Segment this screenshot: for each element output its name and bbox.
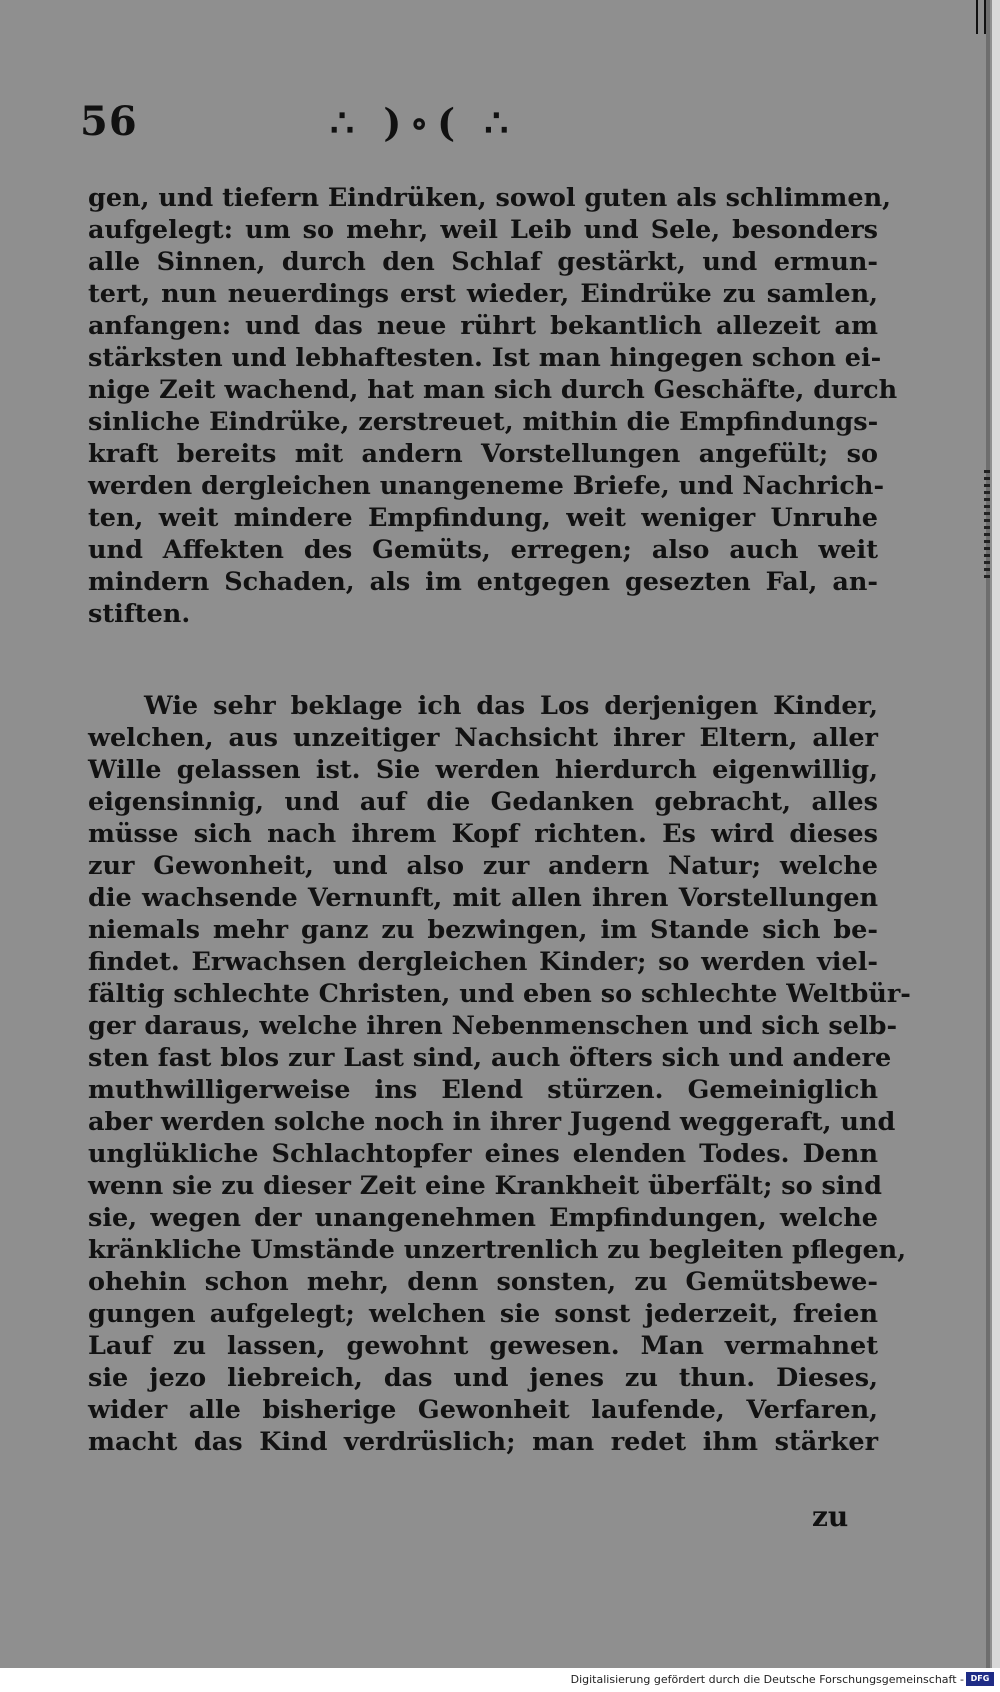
text-line: ger daraus, welche ihren Nebenmenschen und sich selb- xyxy=(88,1011,898,1041)
text-line: fältig schlechte Christen, und eben so schlechte Weltbür- xyxy=(88,979,911,1009)
text-line: stärksten und lebhaftesten. Ist man hingegen schon ei- xyxy=(88,343,882,373)
text-line: sie jezo liebreich, das und jenes zu thun. Dieses, xyxy=(88,1363,878,1393)
text-line: aufgelegt: um so mehr, weil Leib und Sele, besonders xyxy=(88,215,878,245)
margin-edge-mark xyxy=(984,470,990,580)
text-line: nige Zeit wachend, hat man sich durch Geschäfte, durch xyxy=(88,375,898,405)
text-line: unglükliche Schlachtopfer eines elenden Todes. Denn xyxy=(88,1139,878,1169)
header-ornament: ∴ )∘( ∴ xyxy=(330,100,517,145)
page-edge-shadow xyxy=(986,0,990,1668)
binding-mark xyxy=(976,0,986,34)
dfg-logo: DFG xyxy=(966,1672,994,1686)
text-line: wenn sie zu dieser Zeit eine Krankheit überfält; so sind xyxy=(88,1171,882,1201)
text-line: sten fast blos zur Last sind, auch öfters sich und andere xyxy=(88,1043,892,1073)
paragraph-2 xyxy=(88,690,911,1458)
text-line: kraft bereits mit andern Vorstellungen angefült; so xyxy=(88,439,878,469)
text-line: kränkliche Umstände unzertrenlich zu begleiten pflegen, xyxy=(88,1235,907,1265)
text-line: findet. Erwachsen dergleichen Kinder; so werden viel- xyxy=(88,947,878,977)
text-line: eigensinnig, und auf die Gedanken gebracht, alles xyxy=(88,787,878,817)
text-line: wider alle bisherige Gewonheit laufende, Verfaren, xyxy=(88,1395,878,1425)
catchword: zu xyxy=(812,1500,849,1533)
text-line: die wachsende Vernunft, mit allen ihren Vorstellungen xyxy=(88,883,878,913)
digitization-footer xyxy=(0,1668,1000,1692)
paragraph-1 xyxy=(88,182,898,630)
text-line: Wie sehr beklage ich das Los derjenigen Kinder, xyxy=(144,691,878,721)
text-line: und Affekten des Gemüts, erregen; also auch weit xyxy=(88,535,878,565)
page-number: 56 xyxy=(80,98,138,145)
text-line: alle Sinnen, durch den Schlaf gestärkt, und ermun- xyxy=(88,247,878,277)
text-line: gen, und tiefern Eindrüken, sowol guten als schlimmen, xyxy=(88,183,892,213)
text-line: tert, nun neuerdings erst wieder, Eindrüke zu samlen, xyxy=(88,279,878,309)
text-line: sie, wegen der unangenehmen Empfindungen, welche xyxy=(88,1203,878,1233)
text-line: Lauf zu lassen, gewohnt gewesen. Man vermahnet xyxy=(88,1331,878,1361)
funding-notice: Digitalisierung gefördert durch die Deutsche Forschungsgemeinschaft - xyxy=(570,1673,964,1686)
text-line: werden dergleichen unangeneme Briefe, und Nachrich- xyxy=(88,471,885,501)
page-edge-strip xyxy=(992,0,1000,1668)
text-line: aber werden solche noch in ihrer Jugend weggeraft, und xyxy=(88,1107,896,1137)
text-line: müsse sich nach ihrem Kopf richten. Es wird dieses xyxy=(88,819,878,849)
text-line: niemals mehr ganz zu bezwingen, im Stande sich be- xyxy=(88,915,878,945)
text-line: stiften. xyxy=(88,599,191,629)
text-line: sinliche Eindrüke, zerstreuet, mithin die Empfindungs- xyxy=(88,407,879,437)
text-line: welchen, aus unzeitiger Nachsicht ihrer Eltern, aller xyxy=(88,723,878,753)
text-line: anfangen: und das neue rührt bekantlich allezeit am xyxy=(88,311,878,341)
text-line: Wille gelassen ist. Sie werden hierdurch eigenwillig, xyxy=(88,755,878,785)
text-line: ten, weit mindere Empfindung, weit weniger Unruhe xyxy=(88,503,878,533)
text-line: muthwilligerweise ins Elend stürzen. Gemeiniglich xyxy=(88,1075,878,1105)
text-line: mindern Schaden, als im entgegen gesezten Fal, an- xyxy=(88,567,878,597)
text-line: ohehin schon mehr, denn sonsten, zu Gemütsbewe- xyxy=(88,1267,878,1297)
text-line: zur Gewonheit, und also zur andern Natur; welche xyxy=(88,851,878,881)
text-line: macht das Kind verdrüslich; man redet ihm stärker xyxy=(88,1427,878,1457)
text-line: gungen aufgelegt; welchen sie sonst jederzeit, freien xyxy=(88,1299,878,1329)
